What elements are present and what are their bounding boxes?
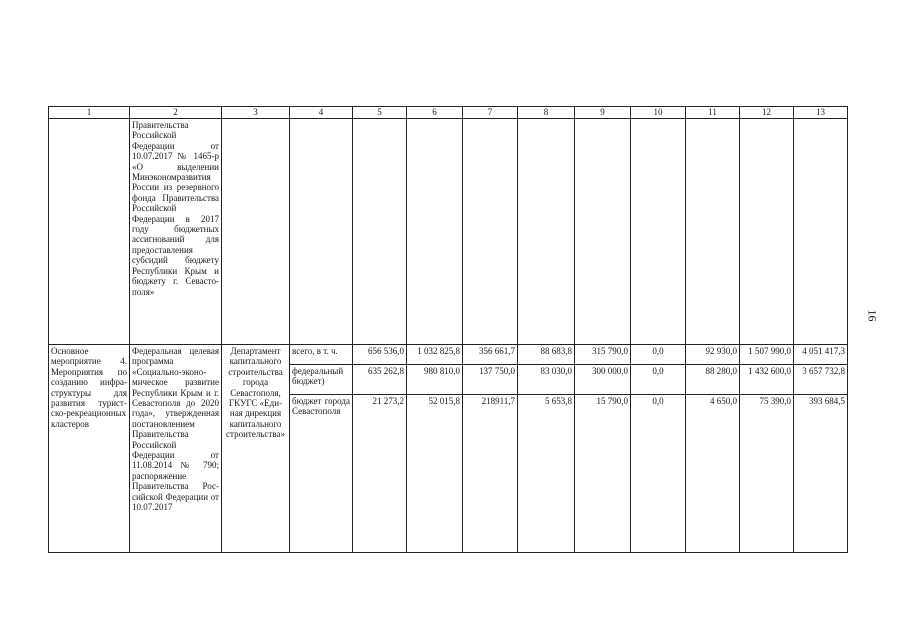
table-cell [794,119,848,345]
table-cell [222,119,290,345]
column-header: 11 [686,107,740,119]
funding-source-cell: всего, в т. ч. [290,345,353,365]
table-cell [575,119,631,345]
value-cell: 1 432 600,0 [740,365,794,395]
value-cell: 315 790,0 [575,345,631,365]
value-cell: 635 262,8 [353,365,407,395]
value-cell: 1 507 990,0 [740,345,794,365]
value-cell: 356 661,7 [463,345,518,365]
table-cell [740,119,794,345]
column-header: 7 [463,107,518,119]
column-header: 9 [575,107,631,119]
column-header: 4 [290,107,353,119]
value-cell: 137 750,0 [463,365,518,395]
table-cell [49,119,130,345]
value-cell: 1 032 825,8 [407,345,463,365]
column-header: 13 [794,107,848,119]
column-header-row [49,107,848,119]
table-cell [407,119,463,345]
value-cell: 4 051 417,3 [794,345,848,365]
table-row [49,119,848,345]
value-cell: 4 650,0 [686,395,740,553]
value-cell: 15 790,0 [575,395,631,553]
page-number: 16 [865,309,880,322]
table-cell [463,119,518,345]
value-cell: 0,0 [631,345,686,365]
value-cell: 88 280,0 [686,365,740,395]
column-header: 6 [407,107,463,119]
table-cell [518,119,575,345]
column-header: 10 [631,107,686,119]
column-header: 1 [49,107,130,119]
funding-source-cell: бюджет города Севастополя [290,395,353,553]
activity-name-cell: Основное мероприятие 4. Мероприятия по созданию инфраструктуры для развития туристско-рекреационных кластеров [49,345,130,553]
column-header: 8 [518,107,575,119]
table-cell [686,119,740,345]
value-cell: 3 657 732,8 [794,365,848,395]
value-cell: 300 000,0 [575,365,631,395]
column-header: 2 [130,107,222,119]
value-cell: 21 273,2 [353,395,407,553]
value-cell: 92 930,0 [686,345,740,365]
value-cell: 5 653,8 [518,395,575,553]
budget-table [48,106,848,553]
value-cell: 393 684,5 [794,395,848,553]
legal-basis-cell: Федеральная целевая программа «Социально-экономическое развитие Республики Крым и г. Севастополя до 2020 года», утвержденная постановлением Правительства Российской Федерации от 11.08.2014 № 790; распоряжение Правительства Российской Федерации от 10.07.2017 [130,345,222,553]
value-cell: 980 810,0 [407,365,463,395]
table-cell [631,119,686,345]
column-header: 12 [740,107,794,119]
value-cell: 0,0 [631,365,686,395]
column-header: 5 [353,107,407,119]
executor-cell: Департамент капитального строительства города Севастополя, ГКУГС «Единая дирекция капитального строительства» [222,345,290,553]
value-cell: 88 683,8 [518,345,575,365]
table-cell [290,119,353,345]
value-cell: 83 030,0 [518,365,575,395]
table-cell [353,119,407,345]
legal-basis-cell: Правительства Российской Федерации от 10.07.2017 № 1465-р «О выделении Минэкономразвития России из резервного фонда Правительства Российской Федерации в 2017 году бюджетных ассигнований для предоставления субсидий бюджету Республики Крым и бюджету г. Севастополя» [130,119,222,345]
value-cell: 75 390,0 [740,395,794,553]
value-cell: 656 536,0 [353,345,407,365]
value-cell: 0,0 [631,395,686,553]
column-header: 3 [222,107,290,119]
value-cell: 218911,7 [463,395,518,553]
value-cell: 52 015,8 [407,395,463,553]
table-row [49,345,848,365]
funding-source-cell: федеральный бюджет) [290,365,353,395]
